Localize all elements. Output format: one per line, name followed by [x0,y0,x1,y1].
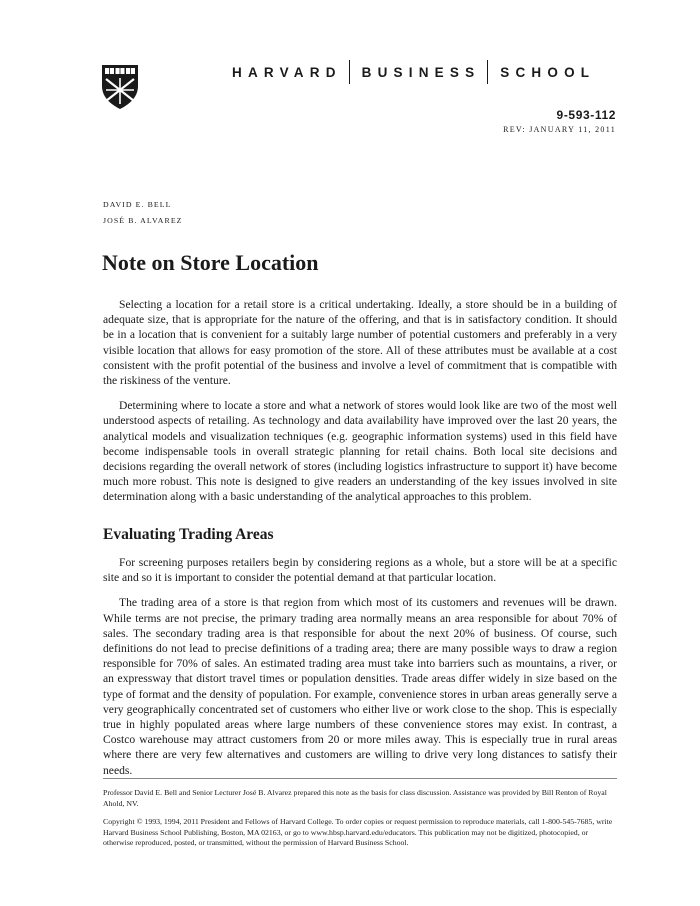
body-paragraph: The trading area of a store is that region from which most of its customers and revenues will be drawn. While terms are not precise, the primary trading area normally means an area responsible for about 70% of sales. The secondary trading area is that responsible for about the next 20% of business. Of course, such definitions do not lead to precise definitions of a trading area; there are many possible ways to draw a region responsible for 70% of sales. An estimated trading area must take into barriers such as mountains, a river, or an expressway that distort travel times or population densities. Trade areas differ widely in size based on the type of format and the density of population. For example, convenience stores in urban areas generally serve a very geographically concentrated set of customers who either live or work close to the shop. This is especially true in highly populated areas where large numbers of these convenience stores may exist. In contrast, a Costco warehouse may attract customers from 20 or more miles away. This is especially true in rural areas where there are very few alternatives and customers are willing to drive very long distances to satisfy their needs. [103,596,617,777]
footnote-divider [103,778,617,779]
body-paragraph: For screening purposes retailers begin by considering regions as a whole, but a store will be at a specific site and so it is important to consider the potential demand at that particular location. [103,556,617,585]
case-number: 9-593-112 [556,108,616,122]
footnote-prepared-by: Professor David E. Bell and Senior Lecturer José B. Alvarez prepared this note as the basis for class discussion. Assistance was provided by Bill Renton of Royal Ahold, NV. [103,788,607,808]
footnote-copyright: Copyright © 1993, 1994, 2011 President and Fellows of Harvard College. To order copies or request permission to reproduce materials, call 1-800-545-7685, write Harvard Business School Publishing, Boston, MA 02163, or go to www.hbsp.harvard.edu/educators. This publication may not be digitized, photocopied, or otherwise reproduced, posted, or transmitted, without the permission of Harvard Business School. [103,817,613,848]
school-word-business: BUSINESS [361,64,481,80]
author-name: DAVID E. BELL [103,200,172,209]
header-divider [349,60,350,84]
revision-date: REV: JANUARY 11, 2011 [503,125,616,134]
intro-section [103,297,617,515]
author-list [103,197,183,229]
body-paragraph: Determining where to locate a store and what a network of stores would look like are two of the most well understood aspects of retailing. As technology and data availability have improved over the last 20 years, the analytical models and visualization techniques (e.g. geographic information systems) used in this field have become indispensable tools in overall strategic planning for retail chains. Both local site decisions and decisions regarding the overall network of stores (including logistics infrastructure to support it) have become much more robust. This note is designed to give readers an understanding of the key issues involved in site determination along with a basic understanding of the analytical approaches to this problem. [103,399,617,504]
trading-areas-section [103,555,617,788]
school-word-harvard: HARVARD [232,64,342,80]
header-divider [487,60,488,84]
body-paragraph: Selecting a location for a retail store is a critical undertaking. Ideally, a store should be in a building of adequate size, that is appropriate for the nature of the offering, and that is in satisfactory condition. It should be in a location that is convenient for a suitably large number of potential customers and preferably in a very visible location that allows for easy promotion of the store. All of these attributes must be available at a cost consistent with the profit potential of the business and involve a level of commitment that is compatible with the riskiness of the venture. [103,298,617,388]
school-header [232,62,595,82]
harvard-shield-icon [101,64,139,110]
section-heading: Evaluating Trading Areas [103,526,274,543]
document-title: Note on Store Location [102,250,319,275]
school-word-school: SCHOOL [500,64,596,80]
author-name: JOSÉ B. ALVAREZ [103,216,183,225]
